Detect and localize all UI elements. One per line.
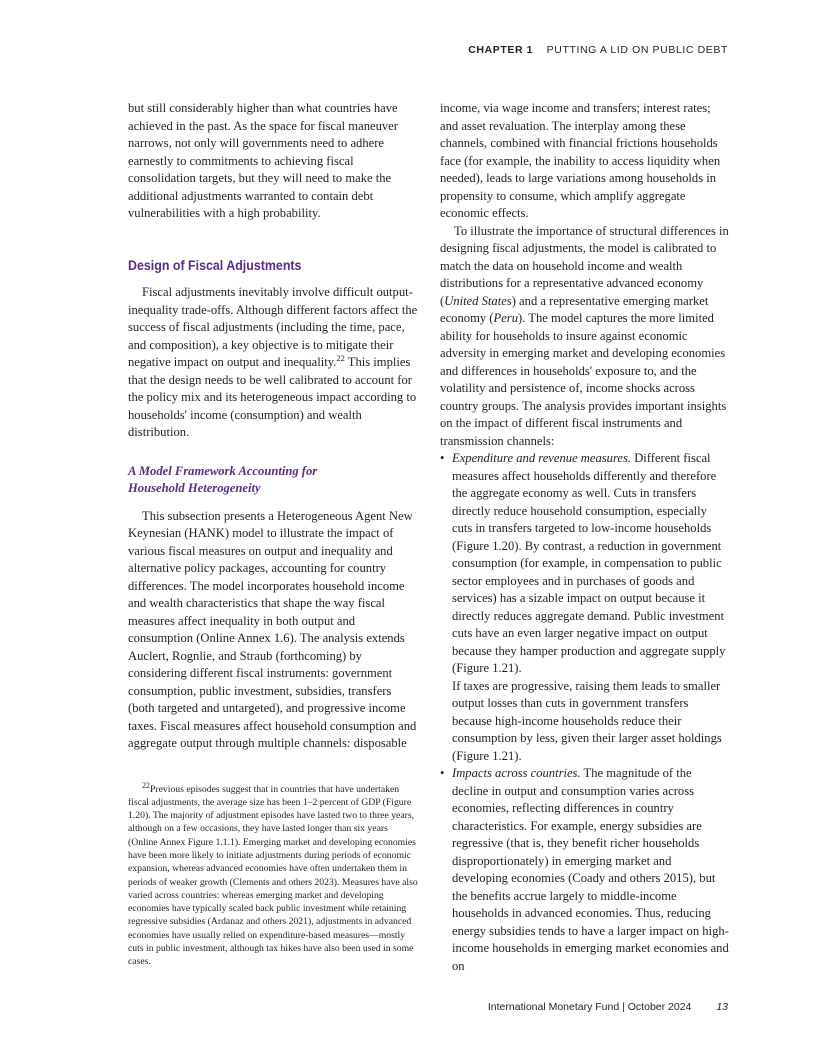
right-column bbox=[440, 100, 730, 975]
bullet-list bbox=[440, 450, 730, 975]
paragraph-illustrate-a: To illustrate the importance of structural differences in designing fiscal adjustments, the model is calibrated to match the data on household income and wealth distributions for a representative advanced economy ( bbox=[440, 223, 729, 308]
publication-label: International Monetary Fund | October 2024 bbox=[487, 1001, 692, 1013]
paragraph-continued-left: but still considerably higher than what countries have achieved in the past. As the space for fiscal maneuver narrows, not only will governments need to adhere earnestly to commitments to achieving fiscal consolidation targets, but they will need to make the additional adjustments warranted to contain debt vulnerabilities with a high probability. bbox=[128, 101, 398, 220]
bullet-item-expenditure bbox=[440, 450, 730, 765]
paragraph-continued-right: income, via wage income and transfers; interest rates; and asset revaluation. The interplay among these channels, combined with financial frictions households face (for example, the inability to access liquidity when needed), leads to large variations among households in propensity to consume, which amplify aggregate economic effects. bbox=[440, 101, 721, 220]
bullet-title-expenditure: Expenditure and revenue measures. bbox=[452, 451, 632, 465]
bullet-icon: • bbox=[440, 766, 445, 780]
page-number: 13 bbox=[716, 1001, 728, 1013]
bullet-body-expenditure: Different fiscal measures affect households differently and therefore the aggregate economy as well. Cuts in transfers directly reduce household consumption, especially cuts in transfers targeted to low-income households (Figure 1.20). By contrast, a reduction in government consumption (for example, in compensation to public sector employees and in purchases of goods and services) has a sizable impact on output because it directly reduces aggregate demand. Public investment cuts have an even larger negative impact on output because they hamper production and aggregate supply (Figure 1.21). bbox=[452, 451, 726, 675]
paragraph-design-text: Fiscal adjustments inevitably involve difficult output-inequality trade-offs. Although different factors affect the success of fiscal adjustments (including the time, pace, and composition), a key objective is to mitigate their negative impact on output and inequality. bbox=[128, 285, 418, 369]
page-footer bbox=[488, 1001, 728, 1013]
paragraph-illustrate-c: ). The model captures the more limited ability for households to insure against economic adversity in emerging market and developing economies and differences in households' exposure to, and the volatility and persistence of, income shocks across country groups. The analysis provides important insights on the impact of different fiscal instruments and transmission channels: bbox=[440, 311, 727, 448]
paragraph-illustrate bbox=[440, 223, 730, 451]
bullet-item-countries bbox=[440, 765, 730, 975]
paragraph-design bbox=[128, 284, 418, 442]
section-heading: Design of Fiscal Adjustments bbox=[128, 257, 302, 273]
country-peru: Peru bbox=[493, 311, 518, 325]
paragraph-design-text-cont: This implies that the design needs to be well calibrated to account for the policy mix and its heterogeneous impact according to households' income (consumption) and wealth distribution. bbox=[128, 355, 417, 439]
footnote bbox=[128, 779, 418, 969]
country-united-states: United States bbox=[444, 293, 512, 308]
subsection-heading-line2: Household Heterogeneity bbox=[128, 481, 261, 495]
subsection-heading bbox=[128, 463, 418, 498]
bullet-body-countries: The magnitude of the decline in output and consumption varies across economies, reflecting differences in country characteristics. For example, energy subsidies are regressive (that is, they benefit richer households disproportionately) in emerging market and developing economies (Coady and others 2015), but the benefits accrue largely to middle-income households in advanced economies. Thus, reducing energy subsidies tends to have a larger impact on high-income households in emerging market economies and on bbox=[452, 766, 729, 973]
bullet-title-countries: Impacts across countries. bbox=[452, 766, 581, 780]
bullet-body-taxes: If taxes are progressive, raising them leads to smaller output losses than cuts in government transfers because high-income households reduce their consumption by less, given their larger asset holdings (Figure 1.21). bbox=[452, 678, 722, 763]
paragraph-illustrate-b: ) and a representative emerging market economy ( bbox=[440, 293, 709, 325]
bullet-icon: • bbox=[440, 451, 445, 465]
footnote-reference[interactable]: 22 bbox=[336, 353, 345, 363]
footnote-number: 22 bbox=[142, 780, 150, 790]
left-column bbox=[128, 100, 418, 969]
footnote-text: Previous episodes suggest that in countries that have undertaken fiscal adjustments, the average size has been 1–2 percent of GDP (Figure 1.20). The majority of adjustment episodes have lasted two to three years, although on a few occasions, they have lasted longer than six years (Online Annex Figure 1.1.1). Emerging market and developing economies have been more likely to initiate adjustments during periods of economic expansion, whereas advanced economies have often undertaken them in periods of weaker growth (Clements and others 2023). Measures have also varied across countries: whereas emerging market and developing economies have typically scaled back public investment while retaining regressive subsidies (Ardanaz and others 2021), adjustments in advanced economies have usually relied on expenditure-based measures—mostly cuts in public investment, although tax hikes have also been used in some cases. bbox=[128, 783, 418, 968]
chapter-title: PUTTING A LID ON PUBLIC DEBT bbox=[546, 44, 728, 56]
chapter-label: CHAPTER 1 bbox=[468, 44, 534, 56]
subsection-heading-line1: A Model Framework Accounting for bbox=[128, 463, 318, 478]
paragraph-model: This subsection presents a Heterogeneous Agent New Keynesian (HANK) model to illustrate the impact of various fiscal measures on output and inequality and alternative policy packages, accounting for country differences. The model incorporates household income and wealth characteristics that shape the way fiscal measures affect inequality in both output and consumption (Online Annex 1.6). The analysis extends Auclert, Rognlie, and Straub (forthcoming) by considering different fiscal instruments: government consumption, public investment, subsidies, transfers (both targeted and untargeted), and progressive income taxes. Fiscal measures affect household consumption and aggregate output through multiple channels: disposable bbox=[128, 508, 417, 750]
running-head bbox=[468, 44, 728, 56]
